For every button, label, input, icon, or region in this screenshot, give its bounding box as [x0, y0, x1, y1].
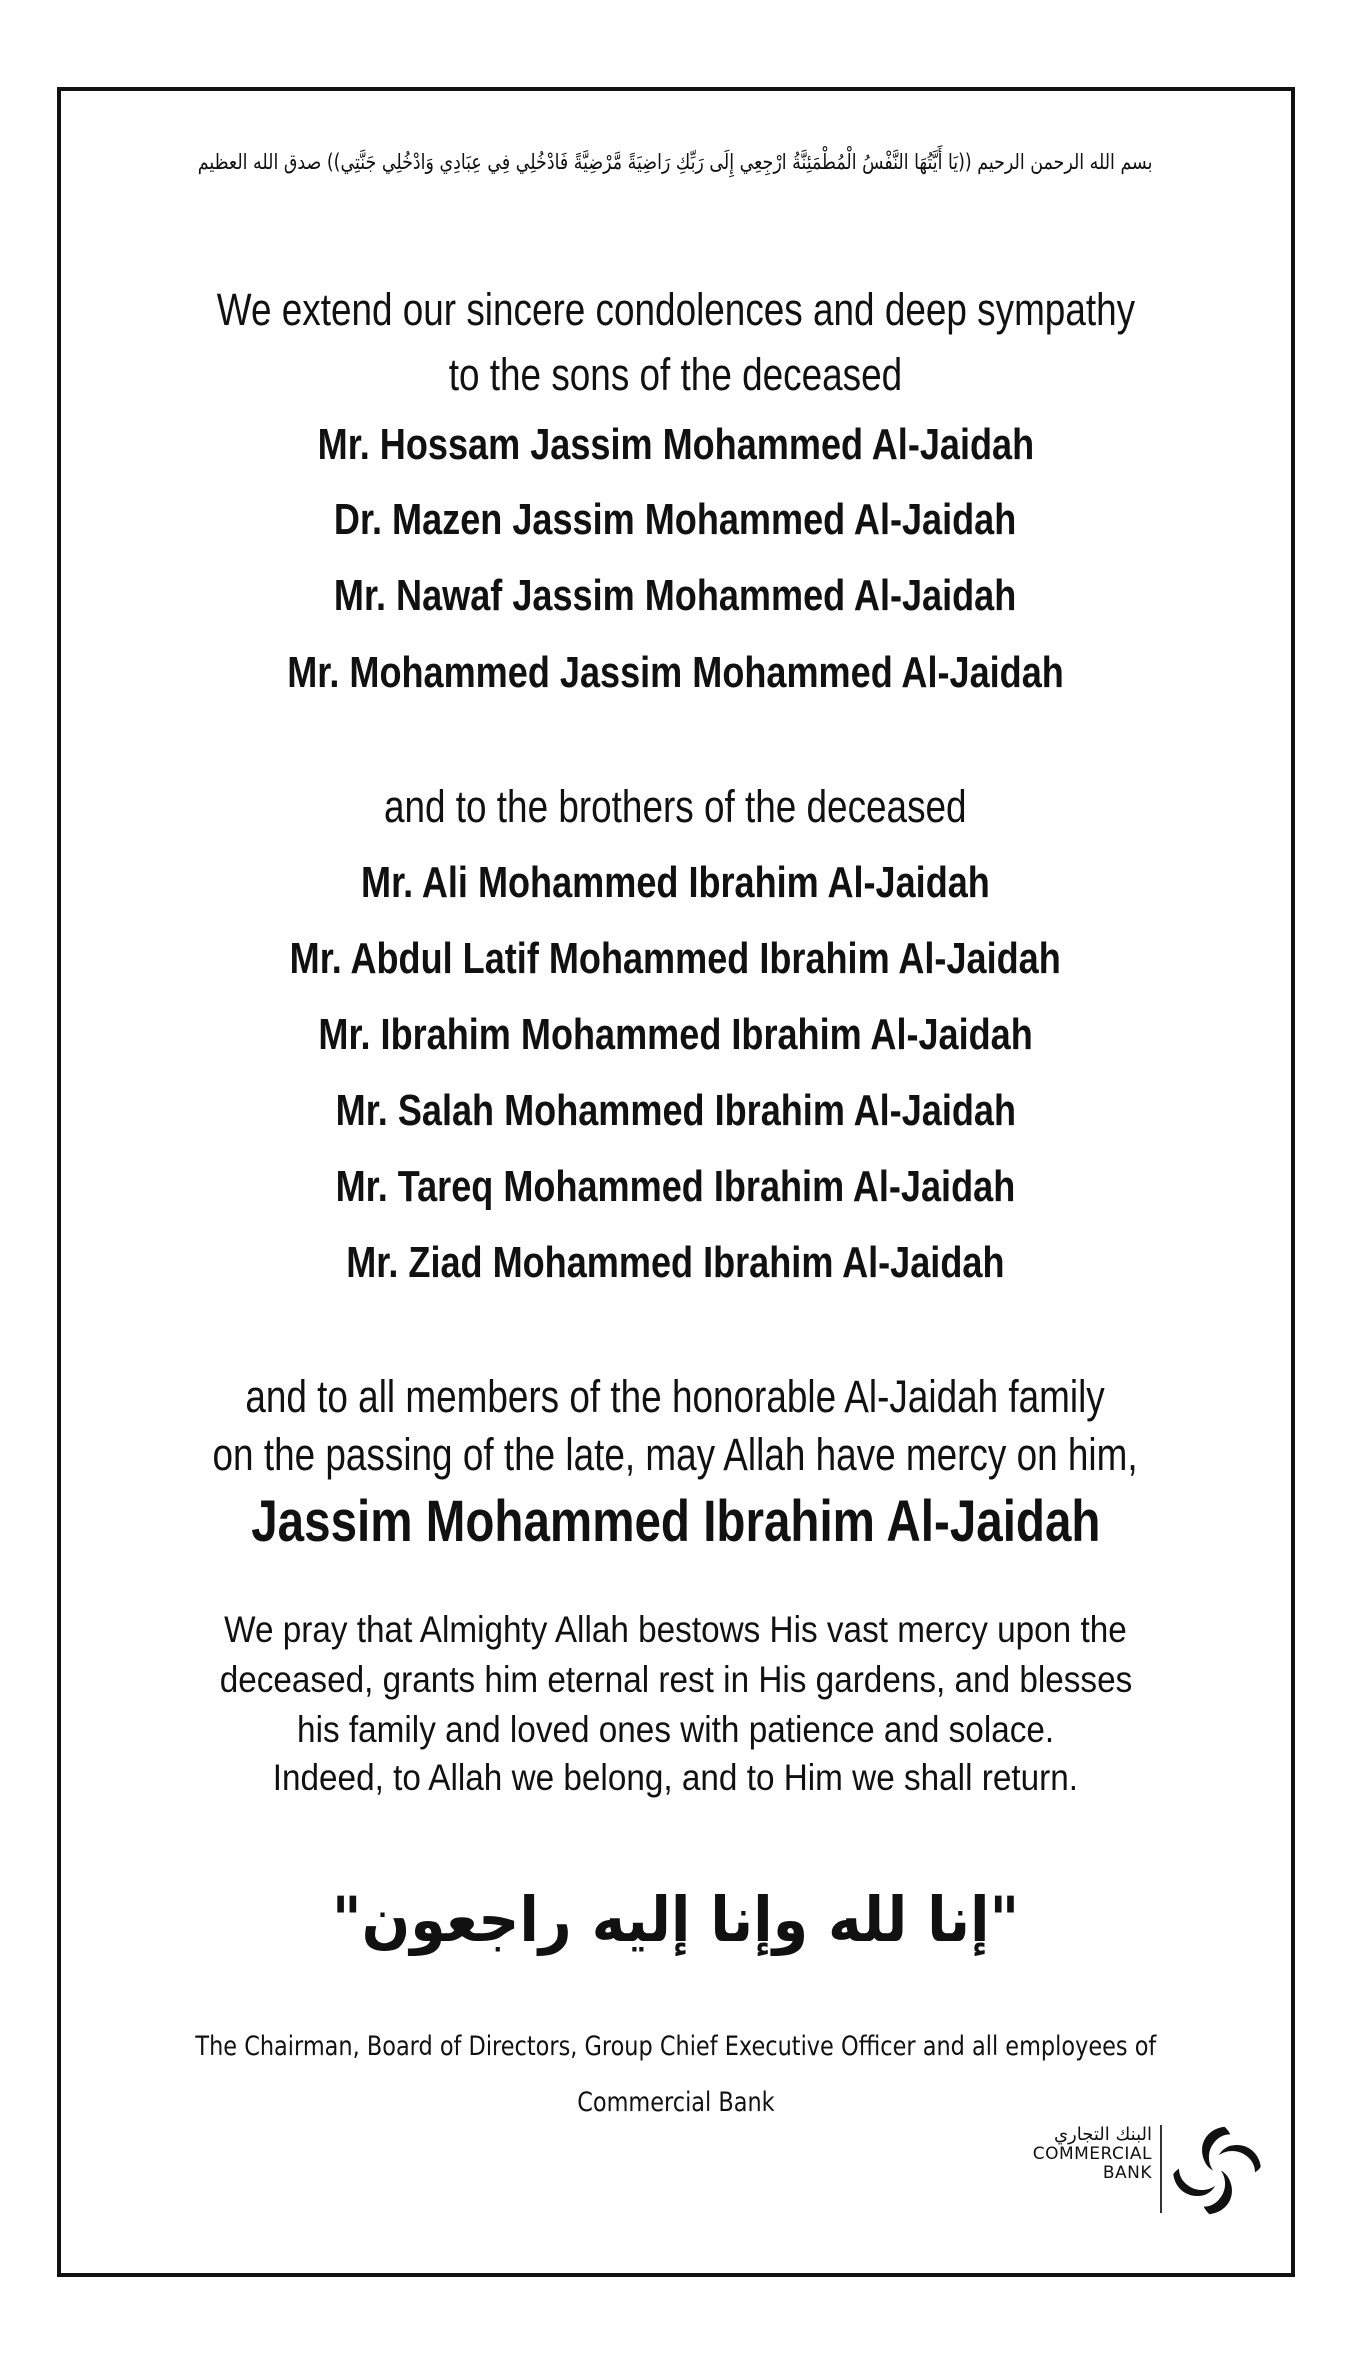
prayer-line-1: We pray that Almighty Allah bestows His vast mercy upon the — [224, 1609, 1127, 1650]
crescent-right — [1219, 2145, 1261, 2172]
family-line-2: on the passing of the late, may Allah have mercy on him, — [212, 1429, 1139, 1480]
brother-name: Mr. Tareq Mohammed Ibrahim Al-Jaidah — [335, 1162, 1016, 1211]
son-name: Mr. Nawaf Jassim Mohammed Al-Jaidah — [334, 571, 1017, 620]
brother-name: Mr. Ali Mohammed Ibrahim Al-Jaidah — [361, 858, 990, 907]
intro-line-2: to the sons of the deceased — [448, 349, 903, 400]
prayer-line-4: Indeed, to Allah we belong, and to Him we shall return. — [272, 1757, 1079, 1798]
brother-name: Mr. Ziad Mohammed Ibrahim Al-Jaidah — [346, 1238, 1005, 1287]
signature-line-2: Commercial Bank — [576, 2087, 775, 2118]
quran-verse-header — [0, 150, 1351, 174]
son-name: Mr. Mohammed Jassim Mohammed Al-Jaidah — [287, 648, 1064, 697]
brothers-intro: and to the brothers of the deceased — [384, 781, 967, 832]
signature-line-1: The Chairman, Board of Directors, Group Chief Executive Officer and all employees of — [195, 2031, 1156, 2062]
deceased-name: Jassim Mohammed Ibrahim Al-Jaidah — [250, 1489, 1101, 1554]
son-name: Dr. Mazen Jassim Mohammed Al-Jaidah — [334, 495, 1017, 544]
logo-divider — [1160, 2125, 1162, 2213]
logo-english-line-1: COMMERCIAL — [1032, 2144, 1152, 2164]
intro-line-1: We extend our sincere condolences and deep sympathy — [216, 284, 1135, 335]
logo-wordmark — [1033, 2125, 1152, 2183]
brother-name: Mr. Salah Mohammed Ibrahim Al-Jaidah — [335, 1086, 1016, 1135]
prayer-line-3: his family and loved ones with patience and solace. — [296, 1709, 1055, 1750]
crescent-left — [1173, 2169, 1215, 2196]
arabic-phrase: "إنا لله وإنا إليه راجعون" — [331, 1883, 1020, 1956]
commercial-bank-crescents-icon — [1168, 2123, 1266, 2218]
brother-name: Mr. Abdul Latif Mohammed Ibrahim Al-Jaidah — [289, 934, 1062, 983]
family-line-1: and to all members of the honorable Al-Jaidah family — [245, 1371, 1106, 1422]
commercial-bank-logo — [1000, 2123, 1270, 2218]
logo-arabic-name: البنك التجاري — [1053, 2124, 1152, 2145]
son-name: Mr. Hossam Jassim Mohammed Al-Jaidah — [317, 420, 1034, 469]
prayer-line-2: deceased, grants him eternal rest in His gardens, and blesses — [219, 1659, 1132, 1700]
logo-english-line-2: BANK — [1102, 2163, 1152, 2183]
quran-verse-text: بسم الله الرحمن الرحيم ((يَا أَيَّتُهَا النَّفْسُ الْمُطْمَئِنَّةُ ارْجِعِي إِلَى رَبِّكِ رَاضِيَةً مَّرْضِيَّةً فَادْخُلِي فِي عِبَادِي وَادْخُلِي جَنَّتِي)) صدق الله العظيم — [198, 150, 1153, 174]
brother-name: Mr. Ibrahim Mohammed Ibrahim Al-Jaidah — [318, 1010, 1033, 1059]
